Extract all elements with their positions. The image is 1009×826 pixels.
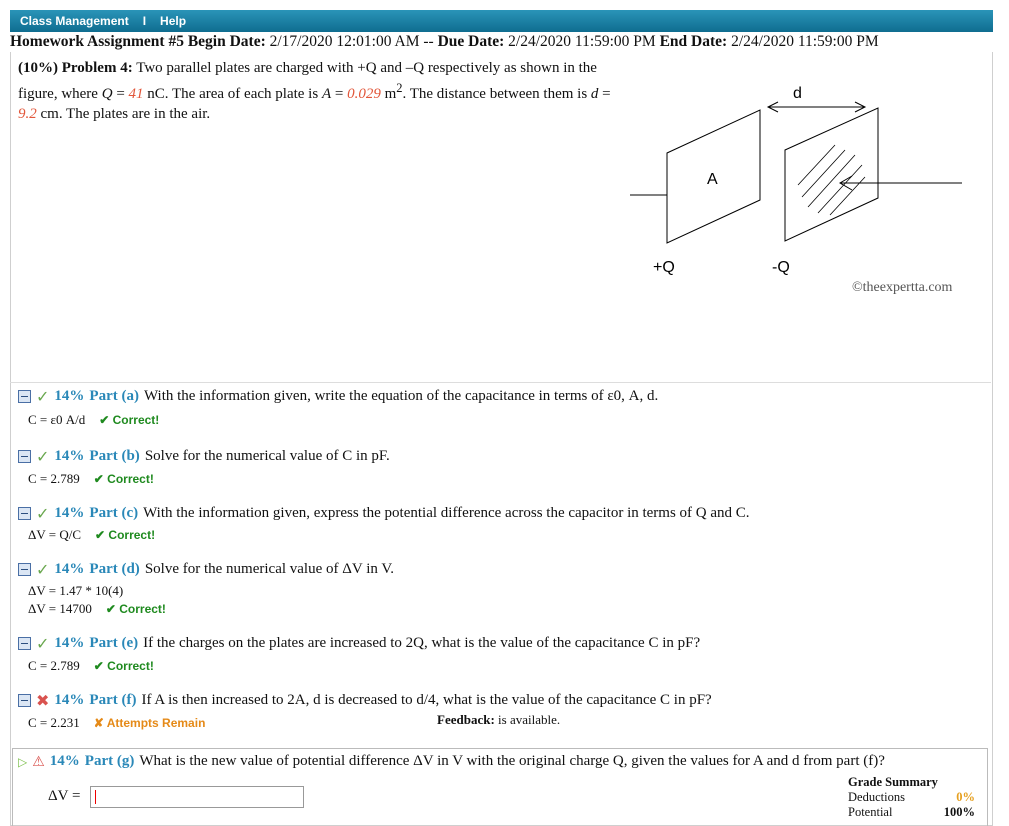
deductions-value: 0% [956, 790, 975, 804]
collapse-icon[interactable] [18, 390, 31, 403]
part-label: Part (d) [89, 561, 140, 577]
class-management-link[interactable]: Class Management [20, 14, 129, 28]
part-e [18, 634, 700, 653]
end-date-label: End Date: [659, 33, 728, 50]
part-label: Part (g) [84, 753, 135, 769]
answer-text: ΔV = Q/C [28, 527, 82, 542]
potential-label: Potential [848, 805, 893, 819]
part-label: Part (a) [89, 388, 139, 404]
grade-summary [848, 775, 975, 820]
status-correct: ✔ Correct! [95, 528, 156, 542]
part-a [18, 387, 658, 406]
part-question: With the information given, express the potential difference across the capacitor in terms of Q and C. [143, 505, 750, 521]
d-symbol: d [590, 86, 599, 102]
copyright-notice: ©theexpertta.com [852, 280, 953, 295]
check-icon: ✓ [36, 504, 50, 523]
problem-text-1: Two parallel plates are charged with +Q and –Q respectively as shown in the figure, where [18, 60, 597, 102]
collapse-icon[interactable] [18, 450, 31, 463]
part-label: Part (f) [89, 692, 137, 708]
part-question: What is the new value of potential difference ΔV in V with the original charge Q, given the values for A and d from part (f)? [139, 753, 885, 769]
feedback-text: is available. [494, 712, 561, 727]
x-icon: ✖ [36, 691, 50, 710]
part-f [18, 691, 712, 710]
part-question: If A is then increased to 2A, d is decreased to d/4, what is the value of the capacitance C in pF? [141, 692, 712, 708]
part-pct: 14% [54, 388, 85, 404]
deductions-label: Deductions [848, 790, 905, 804]
section-divider [10, 382, 991, 383]
collapse-icon[interactable] [18, 563, 31, 576]
q-value: 41 [128, 86, 144, 102]
q-symbol: Q [101, 86, 113, 102]
collapse-icon[interactable] [18, 637, 31, 650]
part-question: With the information given, write the equation of the capacitance in terms of ε0, A, d. [143, 388, 659, 404]
part-pct: 14% [54, 561, 85, 577]
answer-expression: ΔV = 1.47 * 10(4) [28, 583, 124, 598]
feedback [437, 712, 560, 728]
check-icon: ✓ [36, 560, 50, 579]
part-c-answer [28, 527, 155, 543]
collapse-icon[interactable] [18, 507, 31, 520]
feedback-label[interactable]: Feedback: [437, 712, 495, 727]
begin-date-label: Begin Date: [187, 33, 266, 50]
part-label: Part (c) [89, 505, 139, 521]
input-label: ΔV = [48, 788, 81, 804]
problem-weight: (10%) [18, 60, 58, 76]
part-pct: 14% [54, 448, 85, 464]
part-question: Solve for the numerical value of C in pF. [144, 448, 390, 464]
part-a-answer [28, 412, 159, 428]
part-b [18, 447, 390, 466]
top-nav-bar [10, 10, 993, 32]
due-date-label: Due Date: [437, 33, 505, 50]
potential-value: 100% [943, 805, 975, 819]
check-icon: ✓ [36, 387, 50, 406]
end-date-value: 2/24/2020 11:59:00 PM [731, 33, 879, 50]
part-pct: 14% [54, 635, 85, 651]
q-unit: nC. The area of each plate is [143, 86, 322, 102]
problem-text-2: . The distance between them is [402, 86, 591, 102]
equals: = [112, 86, 129, 102]
status-correct: ✔ Correct! [93, 659, 154, 673]
check-icon: ✓ [36, 447, 50, 466]
a-symbol: A [321, 86, 332, 102]
a-unit-exponent: 2 [396, 81, 403, 95]
answer-text: C = ε0 A/d [28, 412, 86, 427]
plus-q-label: +Q [653, 259, 675, 276]
assignment-title: Homework Assignment #5 [10, 33, 184, 50]
part-d [18, 560, 394, 579]
problem-text-3: cm. The plates are in the air. [36, 106, 211, 122]
capacitor-figure [600, 75, 980, 285]
part-pct: 14% [54, 692, 85, 708]
part-question: Solve for the numerical value of ΔV in V. [144, 561, 394, 577]
status-correct: ✔ Correct! [105, 602, 166, 616]
status-correct: ✔ Correct! [99, 413, 160, 427]
part-label: Part (b) [89, 448, 140, 464]
status-attempts-remain: ✘ Attempts Remain [93, 716, 206, 730]
d-label: d [793, 85, 802, 102]
part-pct: 14% [54, 505, 85, 521]
a-value: 0.029 [347, 86, 381, 102]
begin-date-value: 2/17/2020 12:01:00 AM [269, 33, 420, 50]
problem-statement: (10%) Problem 4: Two parallel plates are charged with +Q and –Q respectively as shown in the figure, where Q = 41 nC. The area of each plate is A = 0.029 $m^2$. The distance between them is d = 9.2 cm. The plates are in the air. [18, 60, 611, 122]
answer-text: ΔV = 14700 [28, 601, 92, 616]
part-question: If the charges on the plates are increased to 2Q, what is the value of the capacitance C in pF? [143, 635, 701, 651]
grade-summary-title: Grade Summary [848, 775, 938, 789]
due-date-value: 2/24/2020 11:59:00 PM [508, 33, 656, 50]
answer-text: C = 2.789 [28, 471, 80, 486]
collapse-icon[interactable] [18, 694, 31, 707]
date-separator: -- [423, 33, 434, 50]
minus-q-label: -Q [772, 259, 790, 276]
problem-title: Problem 4: [61, 60, 133, 76]
part-c [18, 504, 750, 523]
a-label: A [707, 171, 718, 188]
warning-icon: ⚠ [32, 753, 45, 770]
part-g [18, 753, 885, 770]
d-value: 9.2 [18, 106, 37, 122]
expand-triangle-icon[interactable]: ▷ [18, 754, 28, 769]
part-d-answer-expression [28, 583, 123, 599]
a-unit: m [380, 86, 397, 102]
nav-separator: I [142, 14, 147, 28]
part-f-answer [28, 715, 205, 731]
part-label: Part (e) [89, 635, 139, 651]
help-link[interactable]: Help [160, 14, 187, 28]
answer-input[interactable] [90, 786, 304, 808]
text-caret [95, 790, 96, 804]
part-pct: 14% [49, 753, 80, 769]
assignment-header [10, 33, 993, 51]
right-plate [785, 108, 878, 241]
answer-text: C = 2.231 [28, 715, 80, 730]
part-d-answer [28, 601, 166, 617]
part-e-answer [28, 658, 154, 674]
answer-text: C = 2.789 [28, 658, 80, 673]
status-correct: ✔ Correct! [93, 472, 154, 486]
part-b-answer [28, 471, 154, 487]
check-icon: ✓ [36, 634, 50, 653]
